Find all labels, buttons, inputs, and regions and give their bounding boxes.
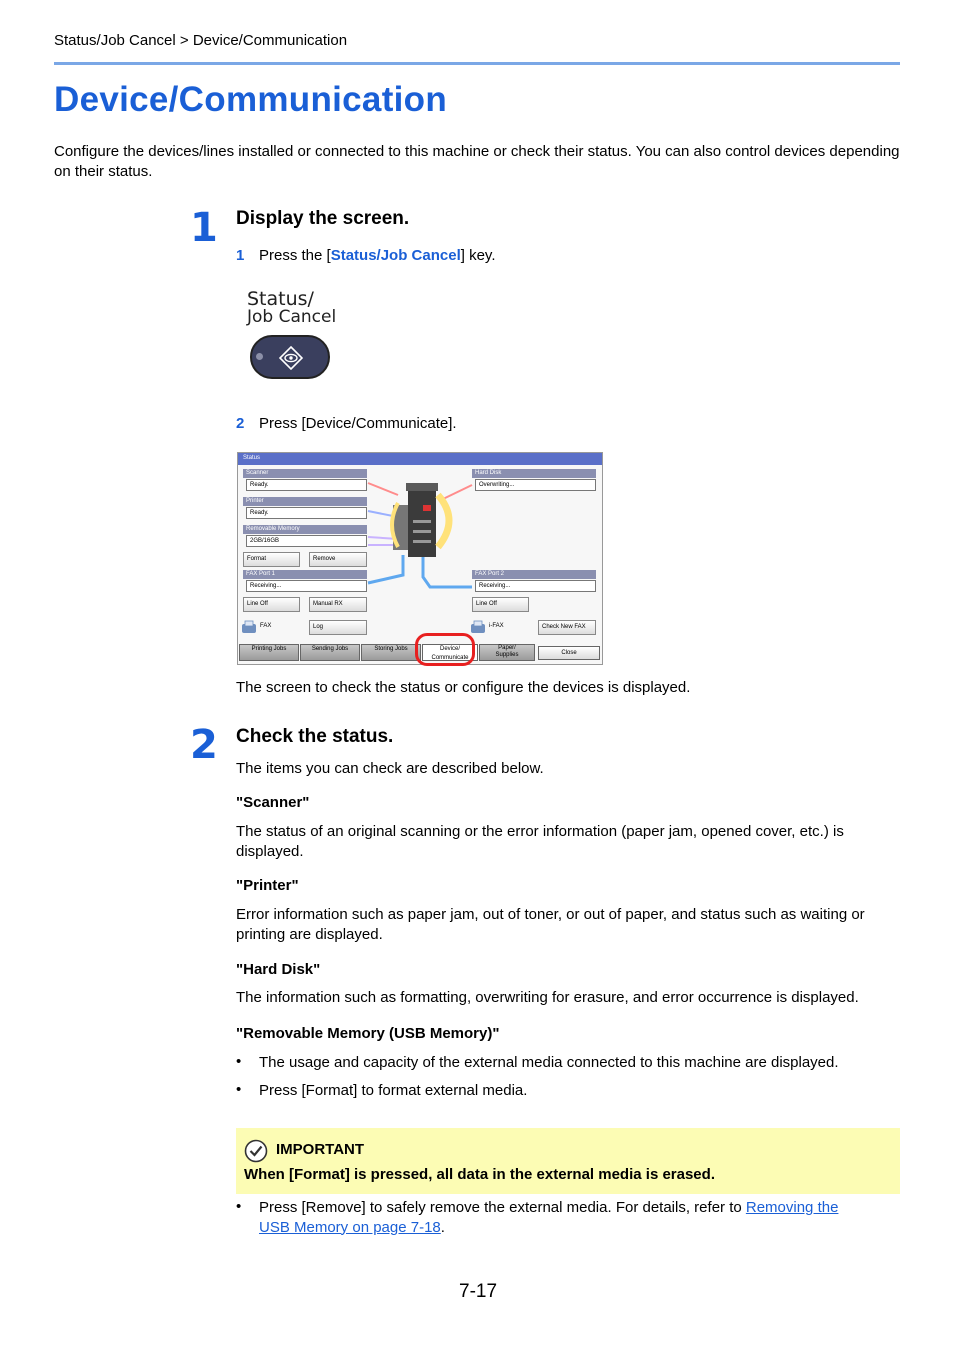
- scanner-label: Scanner: [243, 469, 367, 478]
- checkmark-icon: [244, 1139, 268, 1163]
- step-1-after-text: The screen to check the status or configure the devices is displayed.: [236, 679, 691, 696]
- bullet-2-dot: •: [236, 1081, 242, 1098]
- fax-port-1-label: FAX Port 1: [243, 570, 367, 579]
- bullet-1-dot: •: [236, 1053, 242, 1070]
- status-job-cancel-key-name: Status/Job Cancel: [330, 247, 461, 264]
- removable-memory-label: Removable Memory: [243, 525, 367, 534]
- step-1-title: Display the screen.: [236, 208, 410, 229]
- important-box: [236, 1128, 900, 1194]
- ifax-label: i-FAX: [489, 623, 504, 629]
- removable-memory-heading: "Removable Memory (USB Memory)": [236, 1025, 500, 1042]
- highlight-circle: [415, 633, 475, 666]
- key-label-line-1: Status/: [247, 288, 314, 310]
- step-1-number: 1: [190, 205, 218, 251]
- tab-paper-line-2: Supplies: [495, 652, 519, 658]
- tab-device-line-1: Device/: [439, 646, 460, 652]
- key-label: [247, 290, 336, 327]
- important-label: IMPORTANT: [276, 1141, 365, 1158]
- header-rule: [54, 62, 900, 65]
- sub-1-post: ] key.: [460, 247, 496, 264]
- format-button[interactable]: Format: [243, 552, 300, 567]
- fax-icon: [241, 620, 257, 634]
- remove-button[interactable]: Remove: [309, 552, 367, 567]
- hard-disk-description: The information such as formatting, overwriting for erasure, and error occurrence is displayed.: [236, 989, 859, 1006]
- step-2-lead: The items you can check are described below.: [236, 760, 544, 777]
- sub-1-pre: Press the [: [259, 247, 331, 264]
- bullet-3-post: .: [440, 1218, 445, 1236]
- bullet-1-text: The usage and capacity of the external media connected to this machine are displayed.: [259, 1054, 839, 1071]
- breadcrumb: Status/Job Cancel > Device/Communication: [54, 32, 348, 49]
- tab-paper-line-1: Paper/: [498, 645, 516, 651]
- status-job-cancel-key[interactable]: [250, 335, 330, 379]
- close-button[interactable]: Close: [538, 646, 600, 660]
- screen-header-label: Status: [243, 455, 261, 461]
- line-off-1-button[interactable]: Line Off: [243, 597, 300, 612]
- fax-port-2-value: Receiving...: [475, 580, 596, 592]
- key-label-line-2: Job Cancel: [247, 307, 337, 327]
- link-part-1: Removing the: [745, 1199, 839, 1216]
- step-1-sub-2-text: Press [Device/Communicate].: [259, 415, 457, 432]
- printer-heading: "Printer": [236, 877, 299, 894]
- bullet-3-dot: •: [236, 1198, 242, 1215]
- hard-disk-label: Hard Disk: [472, 469, 596, 478]
- scanner-description: The status of an original scanning or the error information (paper jam, opened cover, etc.) is displayed.: [236, 823, 844, 860]
- tab-storing-jobs[interactable]: Storing Jobs: [361, 644, 421, 661]
- log-button[interactable]: Log: [309, 620, 367, 635]
- scanner-value: Ready.: [246, 479, 367, 491]
- bullet-2-text: Press [Format] to format external media.: [259, 1082, 528, 1099]
- fax-label: FAX: [260, 623, 272, 629]
- printer-description: Error information such as paper jam, out of toner, or out of paper, and status such as waiting or printing are displayed.: [236, 906, 865, 943]
- hard-disk-heading: "Hard Disk": [236, 961, 321, 978]
- eye-icon: [279, 346, 303, 370]
- tab-device-line-2: Communicate: [431, 655, 469, 661]
- step-1-sub-1-number: 1: [236, 247, 245, 264]
- tab-sending-jobs[interactable]: Sending Jobs: [300, 644, 360, 661]
- removable-memory-value: 2GB/16GB: [246, 535, 367, 547]
- step-1-sub-2-number: 2: [236, 415, 245, 432]
- step-2-number: 2: [190, 722, 218, 768]
- bullet-3-pre: Press [Remove] to safely remove the external media. For details, refer to: [259, 1199, 746, 1216]
- printer-value: Ready.: [246, 507, 367, 519]
- line-off-2-button[interactable]: Line Off: [472, 597, 529, 612]
- step-2-title: Check the status.: [236, 726, 394, 747]
- important-text: When [Format] is pressed, all data in the external media is erased.: [244, 1166, 715, 1183]
- tab-printing-jobs[interactable]: Printing Jobs: [239, 644, 299, 661]
- page-title: Device/Communication: [54, 80, 448, 119]
- tab-paper-supplies[interactable]: [479, 644, 535, 661]
- fax-port-1-value: Receiving...: [246, 580, 367, 592]
- manual-rx-button[interactable]: Manual RX: [309, 597, 367, 612]
- step-1-sub-1-text: [259, 246, 495, 266]
- scanner-heading: "Scanner": [236, 794, 310, 811]
- status-screen: [237, 452, 603, 665]
- fax-port-2-label: FAX Port 2: [472, 570, 596, 579]
- printer-label: Printer: [243, 497, 367, 506]
- link-part-2: USB Memory on page 7-18: [259, 1218, 441, 1236]
- bullet-3-text: [259, 1198, 899, 1237]
- indicator-light: [256, 353, 263, 360]
- intro-text: Configure the devices/lines installed or connected to this machine or check their status. You can also control devices depending on their status.: [54, 143, 900, 180]
- screen-header: [238, 453, 602, 465]
- ifax-icon: [470, 620, 486, 634]
- page-number: 7-17: [459, 1281, 498, 1302]
- hard-disk-value: Overwriting...: [475, 479, 596, 491]
- check-new-fax-button[interactable]: Check New FAX: [538, 620, 596, 635]
